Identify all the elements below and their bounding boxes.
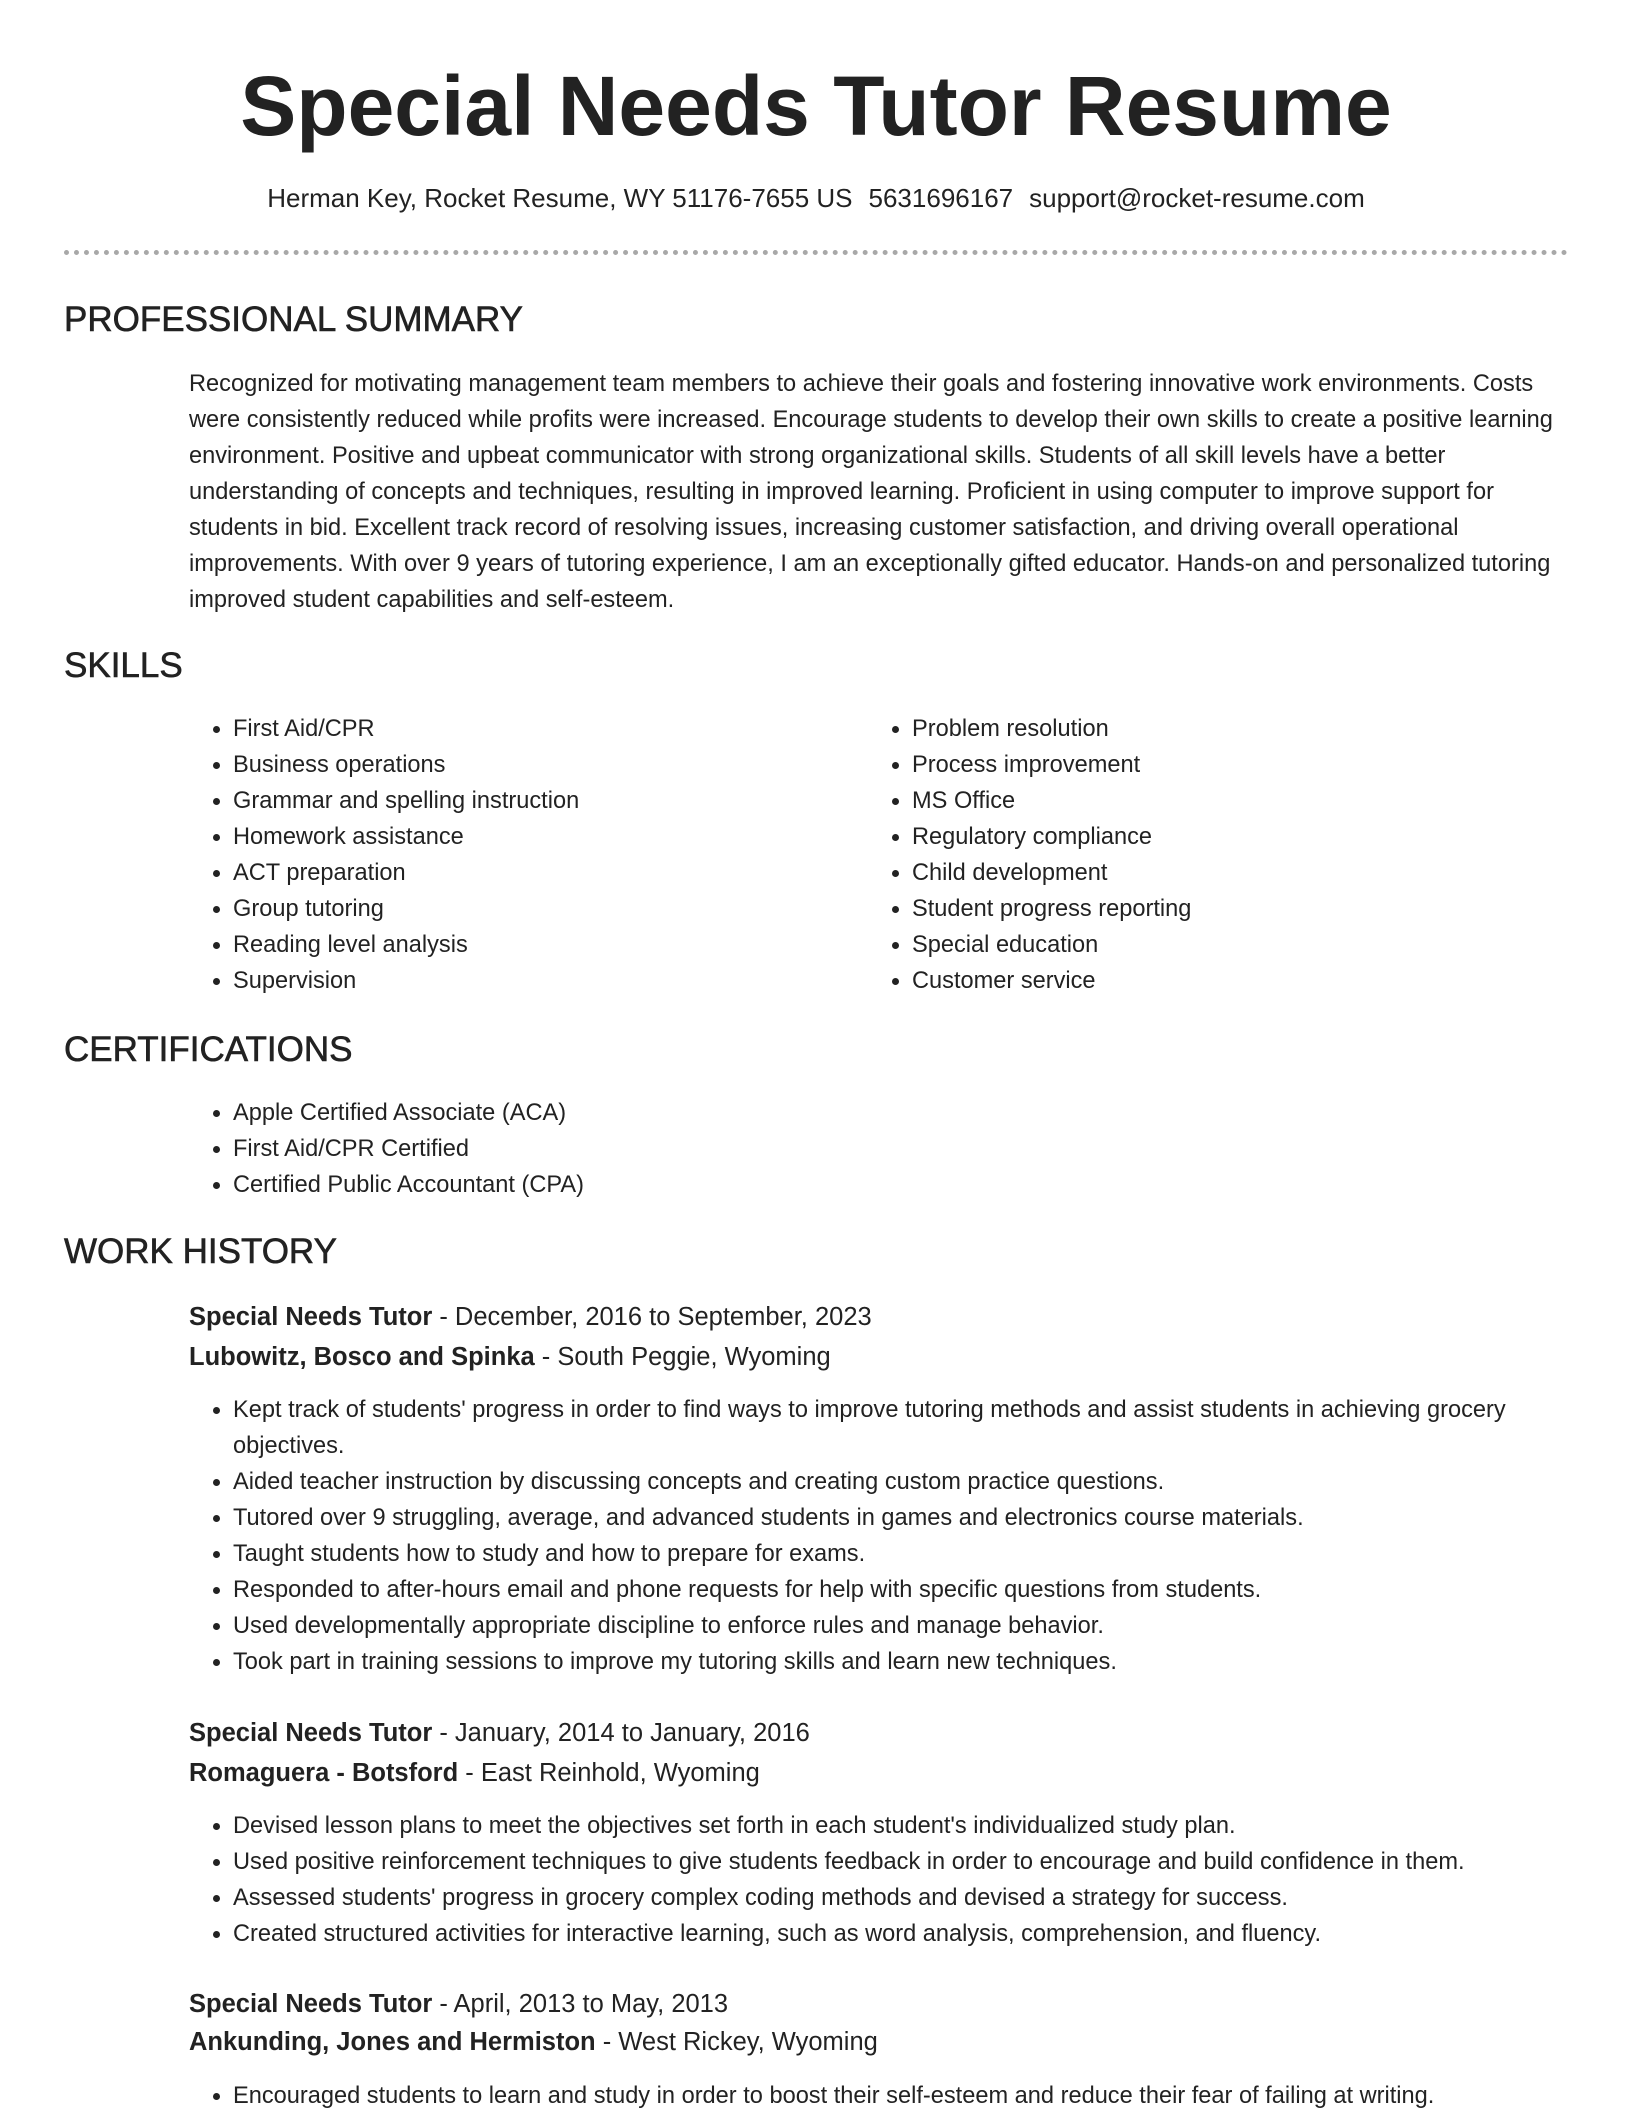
duty-item: • Used positive reinforcement techniques to give students feedback in order to encourage and build confidence in them.: [233, 1844, 1568, 1880]
summary-text: Recognized for motivating management team members to achieve their goals and fostering innovative work environments. Costs were consistently reduced while profits were increased. Encourage students to develop their own skills to create a positive learning environment. Positive and upbeat communicator with strong organizational skills. Students of all skill levels have a better understanding of concepts and techniques, resulting in improved learning. Proficient in using computer to improve support for students in bid. Excellent track record of resolving issues, increasing customer satisfaction, and driving overall operational improvements. With over 9 years of tutoring experience, I am an exceptionally gifted educator. Hands-on and personalized tutoring improved student capabilities and self-esteem.: [189, 371, 1553, 613]
skill-item: • Homework assistance: [233, 819, 849, 855]
skill-item: • Grammar and spelling instruction: [233, 783, 849, 819]
skill-item: • Problem resolution: [912, 711, 1568, 747]
duty-item: • Aided teacher instruction by discussing concepts and creating custom practice questions.: [233, 1464, 1568, 1500]
certification-item: • First Aid/CPR Certified: [233, 1131, 584, 1167]
job-company-line: [189, 1338, 831, 1376]
contact-email: support@rocket-resume.com: [1029, 183, 1365, 213]
duty-item: • Took part in training sessions to improve my tutoring skills and learn new techniques.: [233, 1644, 1568, 1680]
certifications-heading: CERTIFICATIONS: [64, 1030, 353, 1069]
job-company-line: [189, 2023, 878, 2061]
skills-left-column: [189, 711, 849, 999]
contact-phone: 5631696167: [868, 183, 1014, 213]
job-location: - East Reinhold, Wyoming: [458, 1759, 760, 1787]
duty-item: • Devised lesson plans to meet the objectives set forth in each student's individualized study plan.: [233, 1808, 1568, 1844]
job-company: Lubowitz, Bosco and Spinka: [189, 1343, 535, 1371]
job-duties: [189, 1808, 1568, 1952]
skill-item: • Regulatory compliance: [912, 819, 1568, 855]
work-history-heading: WORK HISTORY: [64, 1232, 337, 1271]
duty-item: • Assessed students' progress in grocery complex coding methods and devised a strategy for success.: [233, 1880, 1568, 1916]
job-title-line: [189, 1714, 810, 1752]
skill-item: • Process improvement: [912, 747, 1568, 783]
duty-item: • Kept track of students' progress in order to find ways to improve tutoring methods and assist students in achieving grocery objectives.: [233, 1392, 1568, 1464]
skill-item: • MS Office: [912, 783, 1568, 819]
job-title-line: [189, 1298, 872, 1336]
skills-heading: SKILLS: [64, 646, 183, 685]
skill-item: • Supervision: [233, 963, 849, 999]
skills-right-column: [868, 711, 1568, 999]
duty-item: • Taught students how to study and how to prepare for exams.: [233, 1536, 1568, 1572]
skill-item: • Student progress reporting: [912, 891, 1568, 927]
certifications-block: [189, 1095, 584, 1203]
skill-item: • Business operations: [233, 747, 849, 783]
contact-address: Herman Key, Rocket Resume, WY 51176-7655 US: [267, 183, 853, 213]
job-title-line: [189, 1985, 728, 2023]
job-dates: - December, 2016 to September, 2023: [432, 1303, 872, 1331]
job-location: - South Peggie, Wyoming: [534, 1343, 831, 1371]
job-location: - West Rickey, Wyoming: [595, 2028, 878, 2056]
skill-item: • Child development: [912, 855, 1568, 891]
job-duties-list: [189, 2078, 1568, 2114]
duty-item: • Encouraged students to learn and study in order to boost their self-esteem and reduce their fear of failing at writing.: [233, 2078, 1568, 2114]
certifications-list: [189, 1095, 584, 1203]
skills-right-list: [868, 711, 1568, 999]
duty-item: • Created structured activities for interactive learning, such as word analysis, comprehension, and fluency.: [233, 1916, 1568, 1952]
duty-item: • Responded to after-hours email and phone requests for help with specific questions from students.: [233, 1572, 1568, 1608]
certification-item: • Certified Public Accountant (CPA): [233, 1167, 584, 1203]
job-dates: - April, 2013 to May, 2013: [432, 1990, 729, 2018]
skill-item: • ACT preparation: [233, 855, 849, 891]
skill-item: • Special education: [912, 927, 1568, 963]
job-duties-list: [189, 1392, 1568, 1680]
job-duties: [189, 2078, 1568, 2114]
job-title: Special Needs Tutor: [189, 1303, 433, 1331]
header-divider: [64, 250, 1568, 255]
skill-item: • Customer service: [912, 963, 1568, 999]
job-duties: [189, 1392, 1568, 1680]
job-company: Romaguera - Botsford: [189, 1759, 459, 1787]
job-duties-list: [189, 1808, 1568, 1952]
skills-left-list: [189, 711, 849, 999]
skill-item: • Group tutoring: [233, 891, 849, 927]
certification-item: • Apple Certified Associate (ACA): [233, 1095, 584, 1131]
duty-item: • Used developmentally appropriate discipline to enforce rules and manage behavior.: [233, 1608, 1568, 1644]
job-title: Special Needs Tutor: [189, 1990, 433, 2018]
job-dates: - January, 2014 to January, 2016: [432, 1719, 810, 1747]
duty-item: • Tutored over 9 struggling, average, and advanced students in games and electronics course materials.: [233, 1500, 1568, 1536]
summary-heading: PROFESSIONAL SUMMARY: [64, 300, 523, 339]
job-company-line: [189, 1754, 760, 1792]
contact-line: [0, 180, 1632, 216]
skill-item: • First Aid/CPR: [233, 711, 849, 747]
resume-title: Special Needs Tutor Resume: [240, 59, 1392, 153]
job-title: Special Needs Tutor: [189, 1719, 433, 1747]
job-company: Ankunding, Jones and Hermiston: [189, 2028, 596, 2056]
skill-item: • Reading level analysis: [233, 927, 849, 963]
